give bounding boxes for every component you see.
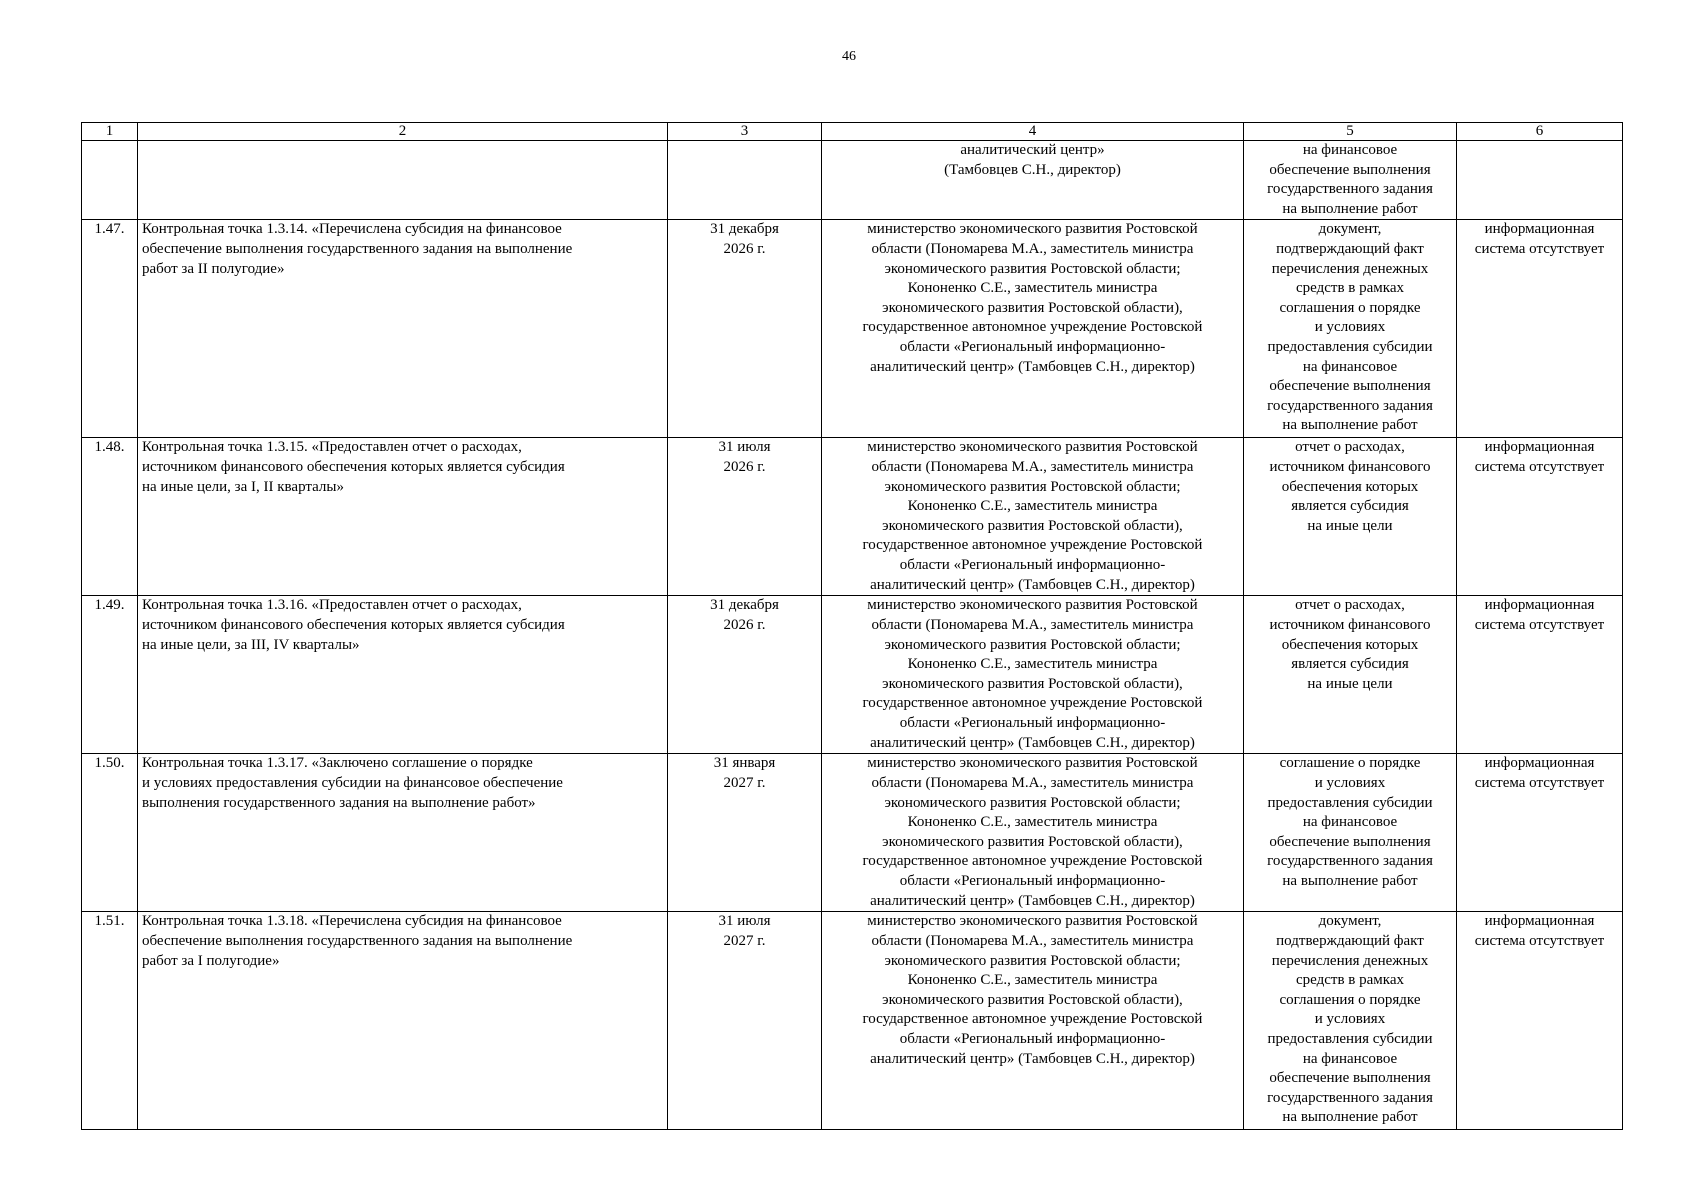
- table-row: [82, 220, 1623, 438]
- num-cell: [82, 141, 138, 220]
- text-line: области (Пономарева М.А., заместитель министра: [871, 774, 1194, 791]
- text-line: министерство экономического развития Ростовской: [867, 439, 1198, 456]
- text-line: отчет о расходах,: [1295, 597, 1405, 614]
- text-line: аналитический центр» (Тамбовцев С.Н., директор): [870, 892, 1195, 909]
- page-number: 46: [842, 49, 856, 64]
- text-line: Кононенко С.Е., заместитель министра: [907, 498, 1158, 515]
- deadline-date: [668, 220, 822, 438]
- text-line: на финансовое: [1302, 814, 1398, 831]
- text-line: аналитический центр» (Тамбовцев С.Н., директор): [870, 576, 1195, 593]
- text-line: министерство экономического развития Ростовской: [867, 755, 1198, 772]
- name-cell: [138, 141, 668, 220]
- text-line: средств в рамках: [1296, 280, 1404, 297]
- confirming-document: [1244, 220, 1457, 438]
- text-line: система отсутствует: [1474, 240, 1605, 257]
- text-line: на выполнение работ: [1282, 1109, 1418, 1126]
- text-line: 31 января: [713, 755, 776, 772]
- text-line: соглашение о порядке: [1279, 755, 1421, 772]
- column-number: 2: [138, 123, 668, 141]
- text-line: области (Пономарева М.А., заместитель министра: [871, 932, 1194, 949]
- text-line: на выполнение работ: [1282, 417, 1418, 434]
- text-line: обеспечение выполнения государственного задания на выполнение: [142, 932, 573, 949]
- text-line: на финансовое: [1302, 142, 1398, 158]
- responsible-executor: [822, 220, 1244, 438]
- text-line: Кононенко С.Е., заместитель министра: [907, 656, 1158, 673]
- text-line: является субсидия: [1291, 498, 1409, 515]
- text-line: аналитический центр» (Тамбовцев С.Н., директор): [870, 358, 1195, 375]
- text-line: соглашения о порядке: [1279, 299, 1421, 316]
- text-line: и условиях: [1314, 774, 1386, 791]
- control-point-name: [138, 220, 668, 438]
- text-line: экономического развития Ростовской области),: [882, 299, 1183, 316]
- text-line: Контрольная точка 1.3.16. «Предоставлен отчет о расходах,: [142, 597, 522, 614]
- text-line: обеспечение выполнения: [1269, 161, 1431, 178]
- responsible-executor: [822, 754, 1244, 912]
- text-line: на иные цели: [1307, 675, 1393, 692]
- text-line: и условиях: [1314, 319, 1386, 336]
- confirming-document: [1244, 596, 1457, 754]
- text-line: аналитический центр» (Тамбовцев С.Н., директор): [870, 734, 1195, 751]
- text-line: и условиях: [1314, 1011, 1386, 1028]
- control-point-name: [138, 754, 668, 912]
- text-line: на иные цели, за I, II кварталы»: [142, 478, 344, 495]
- text-line: является субсидия: [1291, 656, 1409, 673]
- text-line: Контрольная точка 1.3.15. «Предоставлен отчет о расходах,: [142, 439, 522, 456]
- column-number: 1: [82, 123, 138, 141]
- text-line: система отсутствует: [1474, 458, 1605, 475]
- information-system: [1457, 596, 1623, 754]
- table-row: [82, 596, 1623, 754]
- column-number-row: [82, 123, 1623, 141]
- text-line: государственное автономное учреждение Ростовской: [862, 1011, 1203, 1028]
- text-line: средств в рамках: [1296, 972, 1404, 989]
- text-line: информационная: [1484, 221, 1595, 238]
- text-line: области «Региональный информационно-: [899, 556, 1166, 573]
- text-line: государственного задания: [1267, 181, 1433, 198]
- text-line: экономического развития Ростовской области;: [884, 794, 1181, 811]
- text-line: области (Пономарева М.А., заместитель министра: [871, 458, 1194, 475]
- continuation-row: [82, 141, 1623, 220]
- text-line: на иные цели, за III, IV кварталы»: [142, 636, 360, 653]
- column-number: 4: [822, 123, 1244, 141]
- text-line: подтверждающий факт: [1276, 932, 1424, 949]
- text-line: министерство экономического развития Ростовской: [867, 597, 1198, 614]
- row-number: 1.48.: [82, 438, 138, 596]
- information-system: [1457, 220, 1623, 438]
- row-number: 1.51.: [82, 912, 138, 1130]
- text-line: соглашения о порядке: [1279, 991, 1421, 1008]
- executor-cell: [822, 141, 1244, 220]
- text-line: отчет о расходах,: [1295, 439, 1405, 456]
- text-line: на финансовое: [1302, 358, 1398, 375]
- text-line: области (Пономарева М.А., заместитель министра: [871, 616, 1194, 633]
- control-point-name: [138, 596, 668, 754]
- control-point-name: [138, 912, 668, 1130]
- text-line: информационная: [1484, 597, 1595, 614]
- text-line: Кононенко С.Е., заместитель министра: [907, 972, 1158, 989]
- information-system: [1457, 438, 1623, 596]
- row-number: 1.50.: [82, 754, 138, 912]
- document-cell: [1244, 141, 1457, 220]
- text-line: области «Региональный информационно-: [899, 1030, 1166, 1047]
- text-line: государственное автономное учреждение Ростовской: [862, 853, 1203, 870]
- text-line: 31 декабря: [710, 597, 779, 614]
- control-point-name: [138, 438, 668, 596]
- text-line: 31 июля: [718, 439, 771, 456]
- text-line: система отсутствует: [1474, 616, 1605, 633]
- responsible-executor: [822, 596, 1244, 754]
- deadline-date: [668, 912, 822, 1130]
- text-line: на иные цели: [1307, 517, 1393, 534]
- date-cell: [668, 141, 822, 220]
- text-line: предоставления субсидии: [1267, 338, 1433, 355]
- deadline-date: [668, 754, 822, 912]
- text-line: 2026 г.: [723, 616, 766, 633]
- text-line: работ за II полугодие»: [142, 260, 285, 277]
- text-line: 2027 г.: [723, 774, 766, 791]
- confirming-document: [1244, 912, 1457, 1130]
- text-line: экономического развития Ростовской области;: [884, 478, 1181, 495]
- text-line: предоставления субсидии: [1267, 1030, 1433, 1047]
- text-line: экономического развития Ростовской области;: [884, 636, 1181, 653]
- text-line: информационная: [1484, 755, 1595, 772]
- table-row: [82, 438, 1623, 596]
- text-line: перечисления денежных: [1271, 952, 1429, 969]
- text-line: министерство экономического развития Ростовской: [867, 221, 1198, 238]
- text-line: документ,: [1318, 913, 1382, 930]
- deadline-date: [668, 438, 822, 596]
- information-system: [1457, 754, 1623, 912]
- text-line: аналитический центр»: [960, 142, 1105, 158]
- text-line: области «Региональный информационно-: [899, 714, 1166, 731]
- text-line: 2027 г.: [723, 932, 766, 949]
- text-line: экономического развития Ростовской области;: [884, 260, 1181, 277]
- text-line: источником финансового: [1269, 616, 1431, 633]
- control-points-table: [81, 122, 1623, 1130]
- text-line: информационная: [1484, 913, 1595, 930]
- text-line: предоставления субсидии: [1267, 794, 1433, 811]
- responsible-executor: [822, 438, 1244, 596]
- table-row: [82, 754, 1623, 912]
- text-line: 31 июля: [718, 913, 771, 930]
- text-line: система отсутствует: [1474, 774, 1605, 791]
- text-line: экономического развития Ростовской области),: [882, 833, 1183, 850]
- text-line: Кононенко С.Е., заместитель министра: [907, 280, 1158, 297]
- text-line: министерство экономического развития Ростовской: [867, 913, 1198, 930]
- column-number: 5: [1244, 123, 1457, 141]
- text-line: на финансовое: [1302, 1050, 1398, 1067]
- system-cell: [1457, 141, 1623, 220]
- text-line: Контрольная точка 1.3.17. «Заключено соглашение о порядке: [142, 755, 533, 772]
- text-line: экономического развития Ростовской области),: [882, 675, 1183, 692]
- row-number: 1.49.: [82, 596, 138, 754]
- text-line: обеспечения которых: [1281, 636, 1419, 653]
- text-line: на выполнение работ: [1282, 200, 1418, 217]
- text-line: экономического развития Ростовской области),: [882, 991, 1183, 1008]
- information-system: [1457, 912, 1623, 1130]
- row-number: 1.47.: [82, 220, 138, 438]
- text-line: области «Региональный информационно-: [899, 872, 1166, 889]
- text-line: обеспечение выполнения государственного задания на выполнение: [142, 240, 573, 257]
- deadline-date: [668, 596, 822, 754]
- text-line: система отсутствует: [1474, 932, 1605, 949]
- text-line: государственного задания: [1267, 1089, 1433, 1106]
- text-line: области (Пономарева М.А., заместитель министра: [871, 240, 1194, 257]
- column-number: 3: [668, 123, 822, 141]
- text-line: обеспечение выполнения: [1269, 378, 1431, 395]
- text-line: государственного задания: [1267, 853, 1433, 870]
- text-line: источником финансового: [1269, 458, 1431, 475]
- text-line: аналитический центр» (Тамбовцев С.Н., директор): [870, 1050, 1195, 1067]
- text-line: Контрольная точка 1.3.18. «Перечислена субсидия на финансовое: [142, 913, 562, 930]
- text-line: государственного задания: [1267, 397, 1433, 414]
- text-line: документ,: [1318, 221, 1382, 238]
- text-line: 31 декабря: [710, 221, 779, 238]
- text-line: перечисления денежных: [1271, 260, 1429, 277]
- text-line: информационная: [1484, 439, 1595, 456]
- confirming-document: [1244, 438, 1457, 596]
- text-line: подтверждающий факт: [1276, 240, 1424, 257]
- text-line: работ за I полугодие»: [142, 952, 280, 969]
- text-line: обеспечение выполнения: [1269, 1070, 1431, 1087]
- text-line: экономического развития Ростовской области),: [882, 517, 1183, 534]
- text-line: на выполнение работ: [1282, 872, 1418, 889]
- text-line: (Тамбовцев С.Н., директор): [944, 161, 1121, 178]
- text-line: обеспечения которых: [1281, 478, 1419, 495]
- text-line: 2026 г.: [723, 458, 766, 475]
- text-line: государственное автономное учреждение Ростовской: [862, 319, 1203, 336]
- text-line: обеспечение выполнения: [1269, 833, 1431, 850]
- text-line: области «Региональный информационно-: [899, 338, 1166, 355]
- text-line: Контрольная точка 1.3.14. «Перечислена субсидия на финансовое: [142, 221, 562, 238]
- text-line: государственное автономное учреждение Ростовской: [862, 695, 1203, 712]
- text-line: источником финансового обеспечения которых является субсидия: [142, 616, 565, 633]
- text-line: Кононенко С.Е., заместитель министра: [907, 814, 1158, 831]
- text-line: источником финансового обеспечения которых является субсидия: [142, 458, 565, 475]
- column-number: 6: [1457, 123, 1623, 141]
- confirming-document: [1244, 754, 1457, 912]
- responsible-executor: [822, 912, 1244, 1130]
- table-row: [82, 912, 1623, 1130]
- text-line: и условиях предоставления субсидии на финансовое обеспечение: [142, 774, 563, 791]
- text-line: экономического развития Ростовской области;: [884, 952, 1181, 969]
- text-line: выполнения государственного задания на выполнение работ»: [142, 794, 536, 811]
- text-line: государственное автономное учреждение Ростовской: [862, 537, 1203, 554]
- text-line: 2026 г.: [723, 240, 766, 257]
